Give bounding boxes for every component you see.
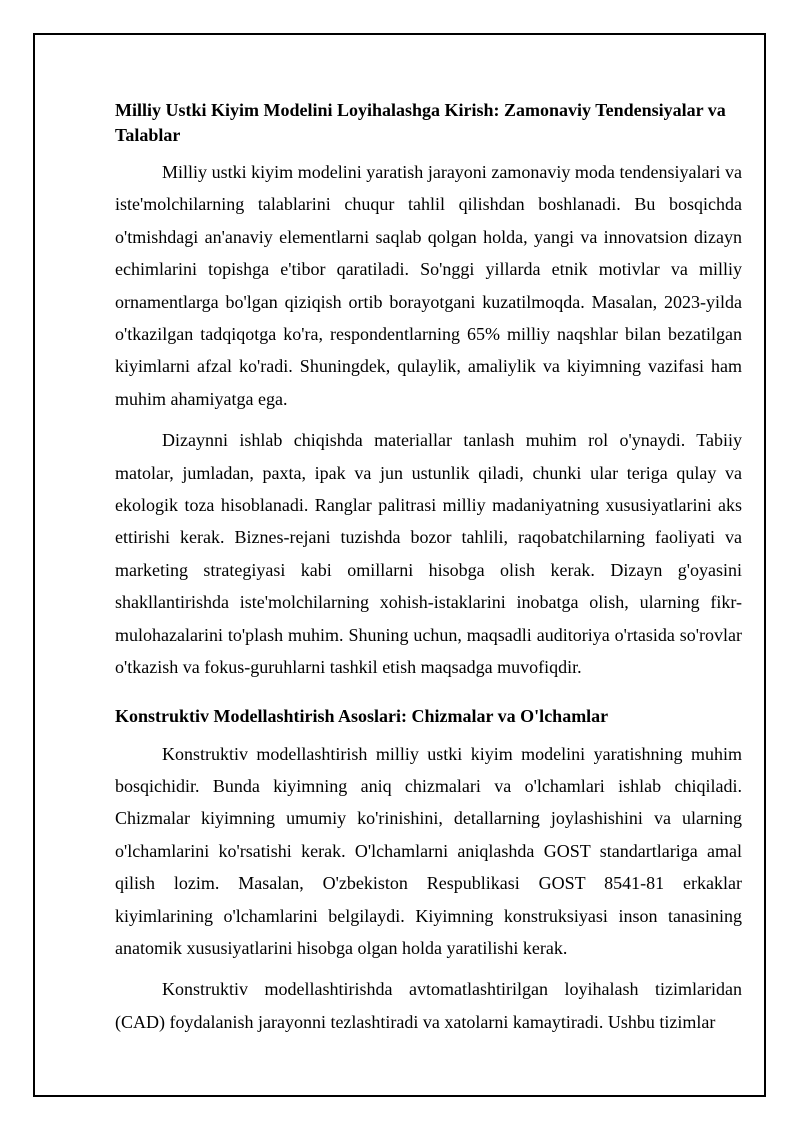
paragraph: Konstruktiv modellashtirish milliy ustki kiyim modelini yaratishning muhim bosqichidir. Bunda kiyimning aniq chizmalari va o'lchamlari ishlab chiqiladi. Chizmalar kiyimning umumiy ko'rinishini, detallarning joylashishini va ularning o'lchamlarini ko'rsatishi kerak. O'lchamlarni aniqlashda GOST standartlariga amal qilish lozim. Masalan, O'zbekiston Respublikasi GOST 8541-81 erkaklar kiyimlarining o'lchamlarini belgilaydi. Kiyimning konstruksiyasi inson tanasining anatomik xususiyatlarini hisobga olgan holda yaratilishi kerak. [115,743,742,958]
section-heading-construction: Konstruktiv Modellashtirish Asoslari: Chizmalar va O'lchamlar [115,705,609,726]
document-body [115,98,742,1047]
paragraph: Milliy ustki kiyim modelini yaratish jarayoni zamonaviy moda tendensiyalari va iste'molchilarning talablarini chuqur tahlil qilishdan boshlanadi. Bu bosqichda o'tmishdagi an'anaviy elementlarni saqlab qolgan holda, yangi va innovatsion dizayn echimlarini topishga e'tibor qaratiladi. So'nggi yillarda etnik motivlar va milliy ornamentlarga bo'lgan qiziqish ortib borayotgani kuzatilmoqda. Masalan, 2023-yilda o'tkazilgan tadqiqotga ko'ra, respondentlarning 65% milliy naqshlar bilan bezatilgan kiyimlarni afzal ko'radi. Shuningdek, qulaylik, amaliylik va kiyimning vazifasi ham muhim ahamiyatga ega. [115,162,742,409]
section-heading-intro: Milliy Ustki Kiyim Modelini Loyihalashga Kirish: Zamonaviy Tendensiyalar va Talablar [115,100,726,145]
paragraph: Dizaynni ishlab chiqishda materiallar tanlash muhim rol o'ynaydi. Tabiiy matolar, jumladan, paxta, ipak va jun ustunlik qiladi, chunki ular teriga qulay va ekologik toza hisoblanadi. Ranglar palitrasi milliy madaniyatning xususiyatlarini aks ettirishi kerak. Biznes-rejani tuzishda bozor tahlili, raqobatchilarning faoliyati va marketing strategiyasi kabi omillarni hisobga olish kerak. Dizayn g'oyasini shakllantirishda iste'molchilarning xohish-istaklarini inobatga olish, ularning fikr-mulohazalarini to'plash muhim. Shuning uchun, maqsadli auditoriya o'rtasida so'rovlar o'tkazish va fokus-guruhlarni tashkil etish maqsadga muvofiqdir. [115,430,742,678]
paragraph: Konstruktiv modellashtirishda avtomatlashtirilgan loyihalash tizimlaridan (CAD) foydalanish jarayonni tezlashtiradi va xatolarni kamaytiradi. Ushbu tizimlar [115,979,742,1032]
